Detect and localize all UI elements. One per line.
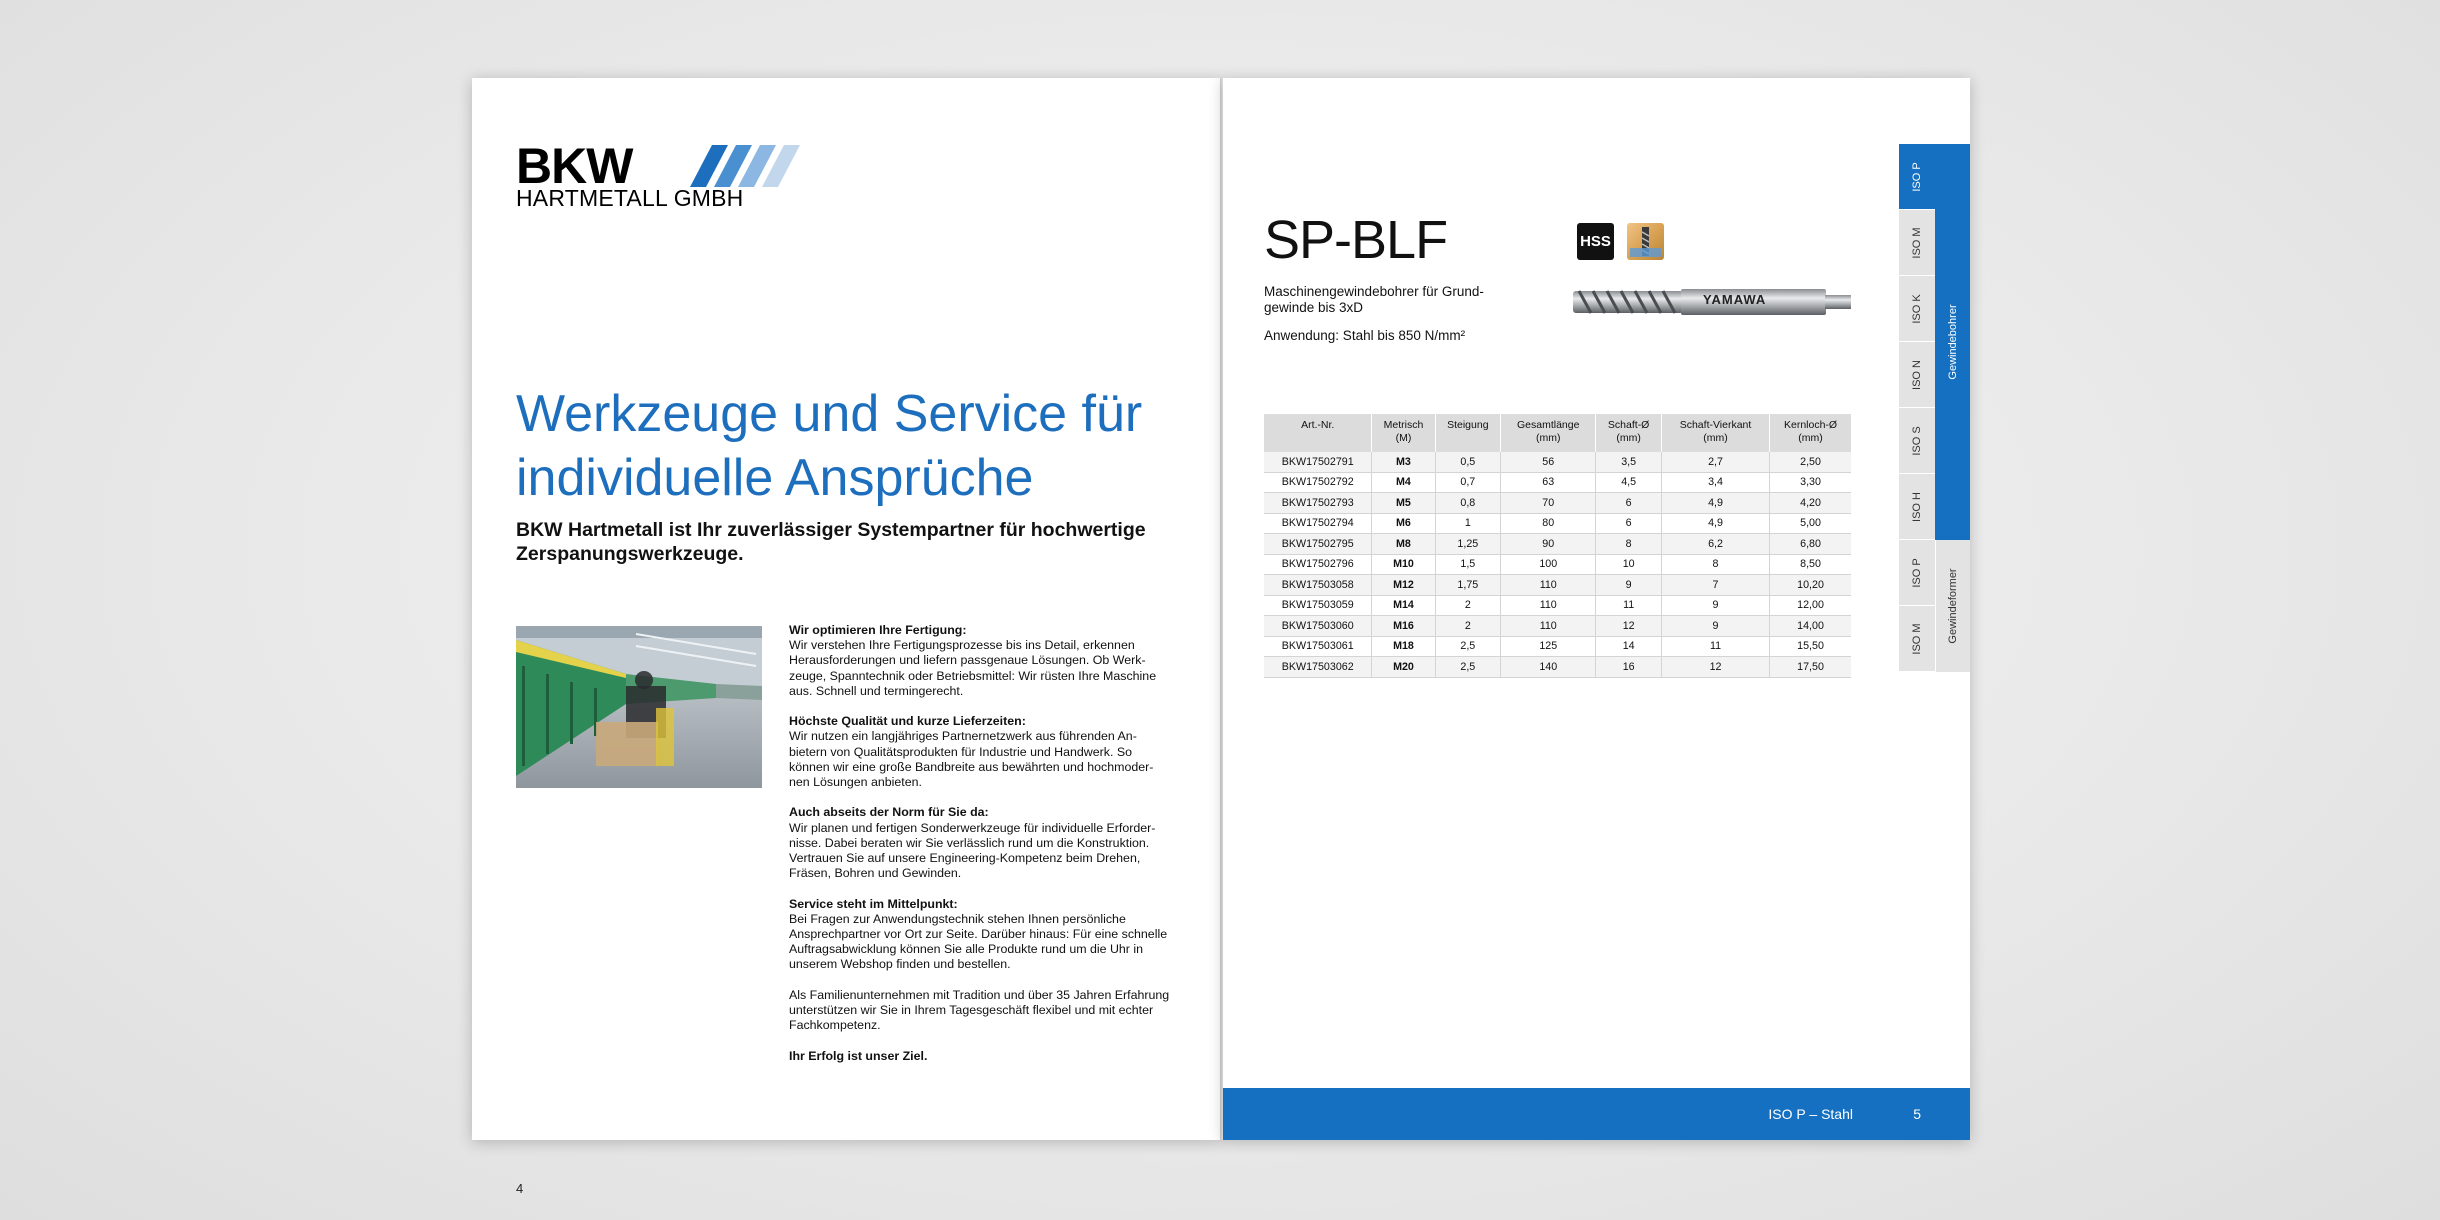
bkw-logo <box>516 138 796 211</box>
table-cell: 2,5 <box>1435 636 1501 657</box>
table-cell: 16 <box>1596 657 1662 678</box>
table-cell: 6,2 <box>1661 534 1769 555</box>
section-text: Wir planen und fertigen Sonderwerkzeuge für individuelle Erforder- nisse. Dabei beraten wir Sie verlässlich rund um die Konstruktion. Vertrauen Sie auf unsere Engineering-Kompetenz beim Drehen, Fräsen, Bohren und Gewinden. <box>789 820 1156 881</box>
side-tab-label: ISO K <box>1911 293 1923 324</box>
side-tab-iso-p[interactable] <box>1899 144 1935 210</box>
section-heading: Auch abseits der Norm für Sie da: <box>789 805 989 820</box>
article-number-cell: BKW17503061 <box>1264 636 1372 657</box>
table-cell: 1,5 <box>1435 554 1501 575</box>
table-cell: 9 <box>1661 595 1769 616</box>
table-row <box>1264 452 1851 472</box>
table-cell: 12,00 <box>1770 595 1851 616</box>
table-cell: 4,5 <box>1596 472 1662 493</box>
side-tab-label: ISO P <box>1911 161 1923 192</box>
table-cell: 8 <box>1661 554 1769 575</box>
table-cell: 4,9 <box>1661 493 1769 514</box>
table-cell: 110 <box>1501 595 1596 616</box>
spec-table-body <box>1264 452 1851 677</box>
side-tab-label: ISO S <box>1911 425 1923 456</box>
table-cell: 6 <box>1596 493 1662 514</box>
section-text: Wir nutzen ein langjähriges Partnernetzwerk aus führenden An- bietern von Qualitätsprodukten für Industrie und Handwerk. So können wir eine große Bandbreite aus bewährten und hochmoder- nen Lösungen anbieten. <box>789 729 1154 790</box>
table-cell: 2,7 <box>1661 452 1769 472</box>
article-number-cell: BKW17502795 <box>1264 534 1372 555</box>
table-cell: 2 <box>1435 595 1501 616</box>
table-cell: M3 <box>1372 452 1435 472</box>
table-cell: M5 <box>1372 493 1435 514</box>
section-text: Bei Fragen zur Anwendungstechnik stehen Ihnen persönliche Ansprechpartner vor Ort zur Seite. Darüber hinaus: Für eine schnelle Auftragsabwicklung können Sie alle Produkte rund um die Uhr in unserem Webshop finden und bestellen. <box>789 911 1168 972</box>
group-label: Gewindeformer <box>1947 568 1959 644</box>
left-page <box>472 78 1221 1196</box>
product-application: Anwendung: Stahl bis 850 N/mm² <box>1264 328 1466 343</box>
iso-tab-column <box>1899 144 1935 672</box>
article-number-cell: BKW17503062 <box>1264 657 1372 678</box>
table-cell: 80 <box>1501 513 1596 534</box>
table-cell: 9 <box>1596 575 1662 596</box>
section-2 <box>789 714 1187 790</box>
side-tab-label: ISO H <box>1911 491 1923 522</box>
table-cell: M8 <box>1372 534 1435 555</box>
table-cell: 5,00 <box>1770 513 1851 534</box>
side-tab-iso-p[interactable] <box>1899 540 1935 606</box>
side-tab-iso-n[interactable] <box>1899 342 1935 408</box>
table-cell: 1 <box>1435 513 1501 534</box>
article-number-cell: BKW17503058 <box>1264 575 1372 596</box>
col-header: Steigung <box>1435 414 1501 452</box>
footer-bar <box>1223 1088 1970 1140</box>
table-cell: 110 <box>1501 575 1596 596</box>
footer-section-label: ISO P – Stahl <box>1768 1106 1853 1122</box>
page-number-right: 5 <box>1913 1106 1921 1122</box>
table-cell: 110 <box>1501 616 1596 637</box>
table-cell: 63 <box>1501 472 1596 493</box>
table-cell: 2 <box>1435 616 1501 637</box>
side-tab-iso-m[interactable] <box>1899 210 1935 276</box>
table-cell: 6,80 <box>1770 534 1851 555</box>
section-text: Wir verstehen Ihre Fertigungsprozesse bis ins Detail, erkennen Herausforderungen und liefern passgenaue Lösungen. Ob Werk- zeuge, Spanntechnik oder Betriebsmittel: Wir rüsten Ihre Maschine aus. Schnell und termingerecht. <box>789 638 1157 698</box>
product-title: SP-BLF <box>1264 210 1448 270</box>
page-headline: Werkzeuge und Service für individuelle Ansprüche <box>516 385 1143 507</box>
table-cell: 3,30 <box>1770 472 1851 493</box>
table-cell: 7 <box>1661 575 1769 596</box>
table-cell: 0,7 <box>1435 472 1501 493</box>
side-tab-label: ISO P <box>1911 557 1923 588</box>
coating-icon <box>1627 223 1664 260</box>
col-header: Kernloch-Ø (mm) <box>1770 414 1851 452</box>
spec-table <box>1264 414 1851 678</box>
table-cell: 140 <box>1501 657 1596 678</box>
article-number-cell: BKW17502791 <box>1264 452 1372 472</box>
article-number-cell: BKW17502792 <box>1264 472 1372 493</box>
section-1 <box>789 623 1187 699</box>
table-cell: 8,50 <box>1770 554 1851 575</box>
table-cell: M4 <box>1372 472 1435 493</box>
article-number-cell: BKW17502796 <box>1264 554 1372 575</box>
table-cell: 0,8 <box>1435 493 1501 514</box>
table-cell: 10 <box>1596 554 1662 575</box>
table-cell: 14,00 <box>1770 616 1851 637</box>
article-number-cell: BKW17502793 <box>1264 493 1372 514</box>
closing-text: Als Familienunternehmen mit Tradition und über 35 Jahren Erfahrung unterstützen wir Sie in Ihrem Tagesgeschäft flexibel und mit echter Fachkompetenz. <box>789 987 1170 1033</box>
table-cell: 11 <box>1661 636 1769 657</box>
table-cell: 90 <box>1501 534 1596 555</box>
section-heading: Service steht im Mittelpunkt: <box>789 896 958 911</box>
section-3 <box>789 805 1187 881</box>
table-cell: 15,50 <box>1770 636 1851 657</box>
body-text <box>789 623 1187 1079</box>
table-cell: M20 <box>1372 657 1435 678</box>
final-statement-text: Ihr Erfolg ist unser Ziel. <box>789 1048 928 1063</box>
table-row <box>1264 636 1851 657</box>
table-cell: 1,25 <box>1435 534 1501 555</box>
table-cell: 0,5 <box>1435 452 1501 472</box>
hss-badge: HSS <box>1577 223 1614 260</box>
table-cell: M12 <box>1372 575 1435 596</box>
table-cell: 4,9 <box>1661 513 1769 534</box>
warehouse-photo <box>516 626 762 788</box>
final-statement <box>789 1049 1187 1064</box>
section-heading: Höchste Qualität und kurze Lieferzeiten: <box>789 714 1026 729</box>
article-number-cell: BKW17503060 <box>1264 616 1372 637</box>
table-row <box>1264 472 1851 493</box>
table-cell: 3,5 <box>1596 452 1662 472</box>
table-cell: 8 <box>1596 534 1662 555</box>
right-page <box>1223 78 1970 1140</box>
table-cell: M18 <box>1372 636 1435 657</box>
side-tab-iso-h[interactable] <box>1899 474 1935 540</box>
table-header-row <box>1264 414 1851 452</box>
table-cell: M6 <box>1372 513 1435 534</box>
col-header: Schaft-Vierkant (mm) <box>1661 414 1769 452</box>
side-tab-label: ISO M <box>1911 226 1923 259</box>
table-row <box>1264 575 1851 596</box>
section-heading: Wir optimieren Ihre Fertigung: <box>789 623 967 637</box>
side-tab-label: ISO N <box>1911 359 1923 390</box>
table-cell: M14 <box>1372 595 1435 616</box>
table-cell: 56 <box>1501 452 1596 472</box>
table-cell: 100 <box>1501 554 1596 575</box>
table-row <box>1264 513 1851 534</box>
table-cell: 11 <box>1596 595 1662 616</box>
table-cell: M10 <box>1372 554 1435 575</box>
col-header: Gesamtlänge (mm) <box>1501 414 1596 452</box>
table-row <box>1264 493 1851 514</box>
page-number-left: 4 <box>516 1181 524 1196</box>
product-description: Maschinengewindebohrer für Grund- gewinde bis 3xD <box>1264 284 1484 315</box>
tool-brand-label: YAMAWA <box>1703 292 1767 307</box>
side-tab-iso-s[interactable] <box>1899 408 1935 474</box>
table-cell: 17,50 <box>1770 657 1851 678</box>
table-cell: 2,50 <box>1770 452 1851 472</box>
table-row <box>1264 554 1851 575</box>
table-cell: 12 <box>1661 657 1769 678</box>
logo-stripes-icon <box>686 145 802 187</box>
table-row <box>1264 595 1851 616</box>
table-cell: 3,4 <box>1661 472 1769 493</box>
logo-wordmark: BKW <box>516 138 633 194</box>
table-row <box>1264 534 1851 555</box>
table-cell: 14 <box>1596 636 1662 657</box>
table-cell: 70 <box>1501 493 1596 514</box>
table-cell: 4,20 <box>1770 493 1851 514</box>
col-header: Schaft-Ø (mm) <box>1596 414 1662 452</box>
side-tab-iso-m[interactable] <box>1899 606 1935 672</box>
article-number-cell: BKW17502794 <box>1264 513 1372 534</box>
side-tab-label: ISO M <box>1911 622 1923 655</box>
logo-subline: HARTMETALL GMBH <box>516 185 744 211</box>
table-cell: 1,75 <box>1435 575 1501 596</box>
col-header: Metrisch (M) <box>1372 414 1435 452</box>
table-cell: 6 <box>1596 513 1662 534</box>
side-tab-iso-k[interactable] <box>1899 276 1935 342</box>
table-cell: 10,20 <box>1770 575 1851 596</box>
group-tab-gewindebohrer[interactable] <box>1935 144 1970 540</box>
table-cell: M16 <box>1372 616 1435 637</box>
table-cell: 12 <box>1596 616 1662 637</box>
article-number-cell: BKW17503059 <box>1264 595 1372 616</box>
page-subheadline: BKW Hartmetall ist Ihr zuverlässiger Systempartner für hochwertige Zerspanungswerkzeuge. <box>516 519 1146 565</box>
col-header: Art.-Nr. <box>1264 414 1372 452</box>
table-row <box>1264 616 1851 637</box>
table-row <box>1264 657 1851 678</box>
table-cell: 9 <box>1661 616 1769 637</box>
group-tab-gewindeformer[interactable] <box>1935 540 1970 672</box>
table-cell: 125 <box>1501 636 1596 657</box>
section-4 <box>789 897 1187 973</box>
table-cell: 2,5 <box>1435 657 1501 678</box>
group-label: Gewindebohrer <box>1946 304 1959 380</box>
